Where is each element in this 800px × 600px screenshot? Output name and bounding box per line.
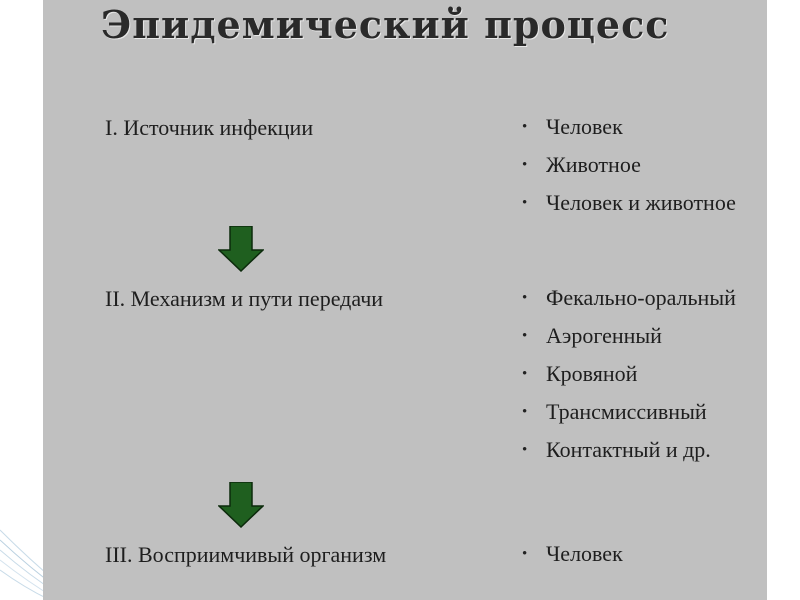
list-item-text: Животное xyxy=(546,152,641,177)
list-item xyxy=(520,151,736,189)
section-label-host: III. Восприимчивый организм xyxy=(105,542,387,567)
slide-title: Эпидемический процесс xyxy=(101,2,670,47)
list-item-text: Аэрогенный xyxy=(546,323,662,348)
list-item xyxy=(520,436,736,474)
list-item xyxy=(520,322,736,360)
bullet-dot: • xyxy=(522,328,528,344)
list-item-text: Человек xyxy=(546,541,623,566)
bullet-list-transmission xyxy=(520,284,736,474)
list-item xyxy=(520,113,736,151)
arrow-down-icon xyxy=(218,482,264,528)
section-label-source: I. Источник инфекции xyxy=(105,115,314,140)
bullet-list-host xyxy=(520,540,623,578)
list-item-text: Трансмиссивный xyxy=(546,399,707,424)
list-item xyxy=(520,540,623,578)
bullet-dot: • xyxy=(522,546,528,562)
list-item-text: Контактный и др. xyxy=(546,437,711,462)
section-label-transmission: II. Механизм и пути передачи xyxy=(105,286,384,311)
arrow-down-icon xyxy=(218,226,264,272)
bullet-dot: • xyxy=(522,404,528,420)
list-item-text: Фекально-оральный xyxy=(546,285,736,310)
bullet-dot: • xyxy=(522,366,528,382)
bullet-dot: • xyxy=(522,290,528,306)
list-item xyxy=(520,360,736,398)
list-item xyxy=(520,398,736,436)
bullet-dot: • xyxy=(522,195,528,211)
bullet-dot: • xyxy=(522,442,528,458)
bullet-list-source xyxy=(520,113,736,227)
list-item-text: Кровяной xyxy=(546,361,638,386)
list-item-text: Человек xyxy=(546,114,623,139)
slide-panel xyxy=(43,0,767,600)
list-item-text: Человек и животное xyxy=(546,190,736,215)
list-item xyxy=(520,284,736,322)
bullet-dot: • xyxy=(522,119,528,135)
bullet-dot: • xyxy=(522,157,528,173)
list-item xyxy=(520,189,736,227)
